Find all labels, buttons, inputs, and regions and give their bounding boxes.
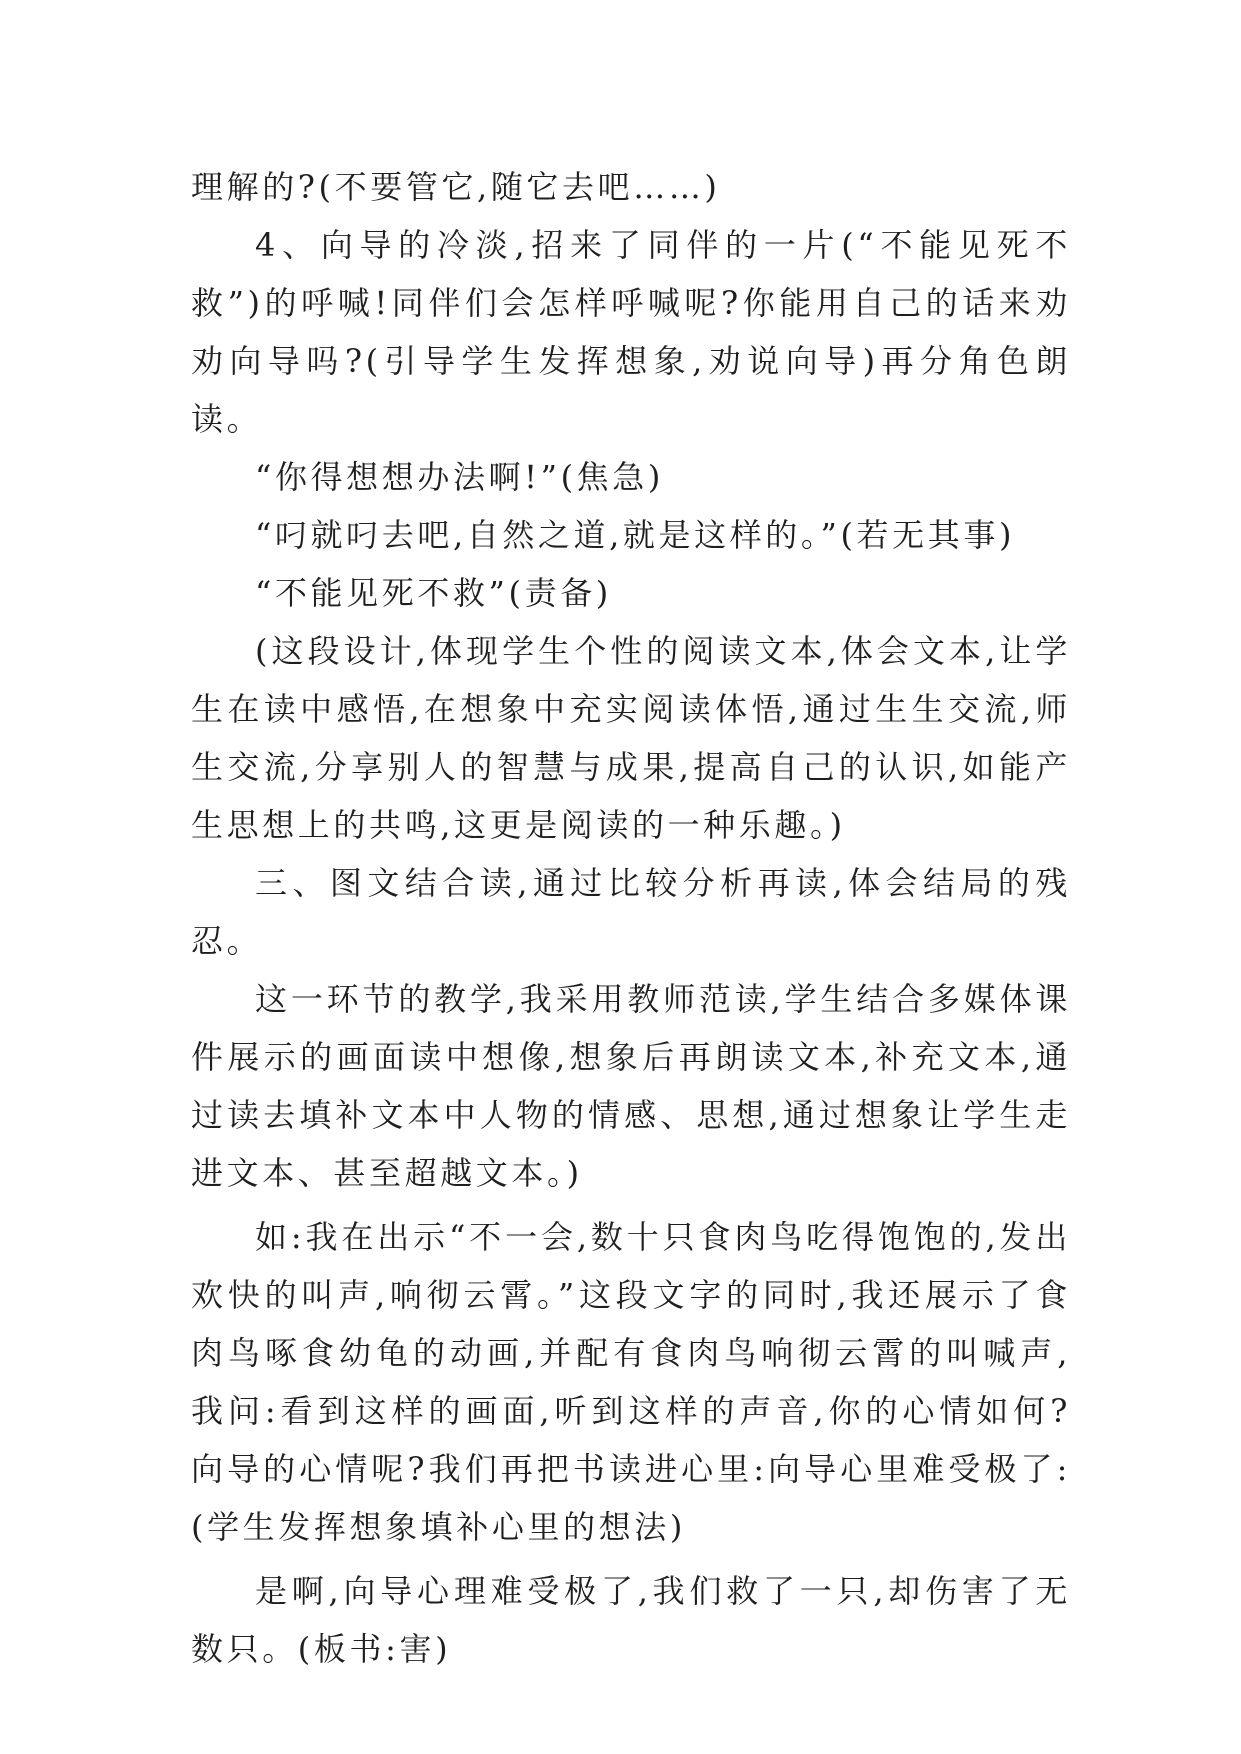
dialogue-line-reproach: “不能见死不救”(责备) — [255, 574, 612, 612]
dialogue-line-indifferent: “叼就叼去吧,自然之道,就是这样的。”(若无其事) — [255, 516, 1016, 554]
section-heading-three: 三、图文结合读,通过比较分析再读,体会结局的残忍。 — [191, 864, 1071, 960]
paragraph-step-4: 4、向导的冷淡,招来了同伴的一片(“不能见死不救”)的呼喊!同伴们会怎样呼喊呢?你能用自己的话来劝劝向导吗?(引导学生发挥想象,劝说向导)再分角色朗读。 — [191, 226, 1071, 438]
paragraph-conclusion: 是啊,向导心理难受极了,我们救了一只,却伤害了无数只。(板书:害) — [191, 1572, 1071, 1668]
paragraph-continuation: 理解的?(不要管它,随它去吧……) — [191, 168, 721, 206]
dialogue-line-anxious: “你得想想办法啊!”(焦急) — [255, 458, 664, 496]
document-body — [191, 158, 1071, 1678]
paragraph-example: 如:我在出示“不一会,数十只食肉鸟吃得饱饱的,发出欢快的叫声,响彻云霄。”这段文字的同时,我还展示了食肉鸟啄食幼龟的动画,并配有食肉鸟响彻云霄的叫喊声,我问:看到这样的画面,听到这样的声音,你的心情如何?向导的心情呢?我们再把书读进心里:向导心里难受极了:(学生发挥想象填补心里的想法) — [191, 1218, 1071, 1546]
paragraph-teaching-method: 这一环节的教学,我采用教师范读,学生结合多媒体课件展示的画面读中想像,想象后再朗读文本,补充文本,通过读去填补文本中人物的情感、思想,通过想象让学生走进文本、甚至超越文本。) — [191, 980, 1071, 1192]
paragraph-design-note: (这段设计,体现学生个性的阅读文本,体会文本,让学生在读中感悟,在想象中充实阅读体悟,通过生生交流,师生交流,分享别人的智慧与成果,提高自己的认识,如能产生思想上的共鸣,这更是阅读的一种乐趣。) — [191, 632, 1071, 844]
